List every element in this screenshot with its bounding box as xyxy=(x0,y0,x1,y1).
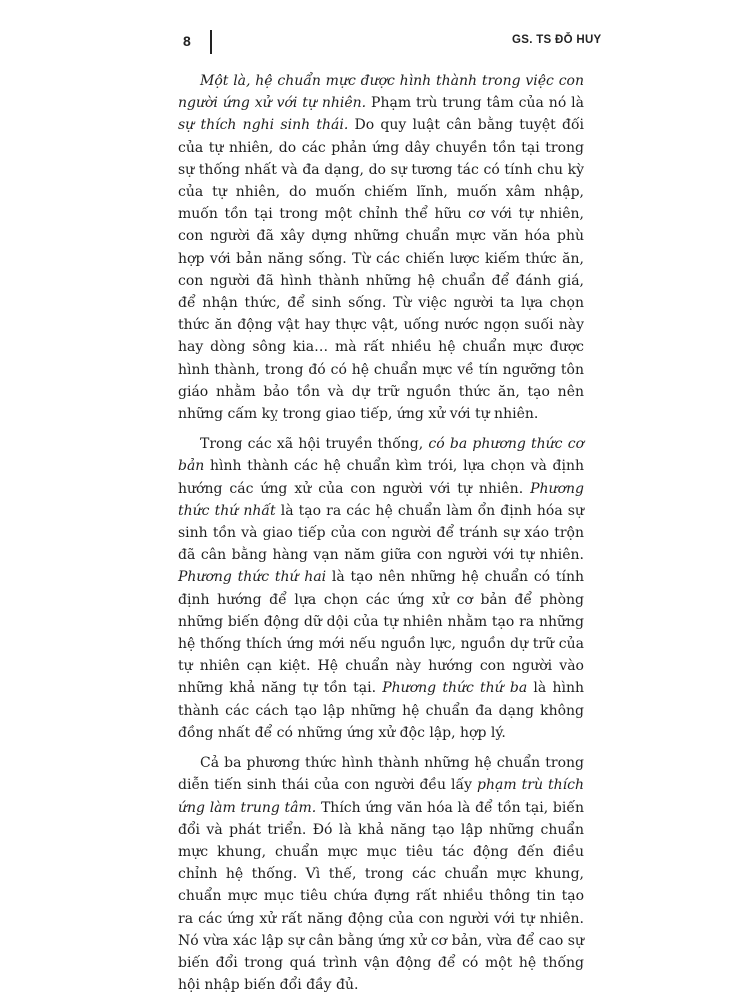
paragraph-1-lead: Một là, hệ chuẩn mực được hình thành trong việc con người ứng xử với tự nhiên. xyxy=(178,73,584,112)
paragraph-2-emphasis: Phương thức thứ nhất xyxy=(178,480,584,519)
paragraph-1-text: Phạm trù trung tâm của nó là xyxy=(366,95,584,112)
paragraph-2-emphasis: Phương thức thứ ba xyxy=(382,680,528,697)
page-header xyxy=(0,30,750,56)
paragraph-2-text: là hình thành các cách tạo lập những hệ chuẩn đa dạng không đồng nhất để có những ứng xử độc lập, hợp lý. xyxy=(178,680,584,741)
paragraph-2-text: hình thành các hệ chuẩn kìm trói, lựa chọn và định hướng các ứng xử của con người với tự nhiên. xyxy=(178,458,584,497)
paragraph-1 xyxy=(178,70,584,425)
paragraph-3-text: Thích ứng văn hóa là để tồn tại, biến đổi và phát triển. Đó là khả năng tạo lập những chuẩn mực khung, chuẩn mực mục tiêu tác động đến điều chỉnh hệ thống. Vì thế, trong các chuẩn mực khung, chuẩn mực mục tiêu chứa đựng rất nhiều thông tin tạo ra các ứng xử rất năng động của con người với tự nhiên. Nó vừa xác lập sự cân bằng ứng xử cơ bản, vừa để cao sự biến đổi trong quá trình vận động để có một hệ thống hội nhập biến đổi đầy đủ. xyxy=(178,799,584,994)
paragraph-2-text: là tạo nên những hệ chuẩn có tính định hướng để lựa chọn các ứng xử cơ bản để phòng những biến động dữ dội của tự nhiên nhằm tạo ra những hệ thống thích ứng mới nếu nguồn lực, nguồn dự trữ của tự nhiên cạn kiệt. Hệ chuẩn này hướng con người vào những khả năng tự tồn tại. xyxy=(178,569,584,697)
paragraph-3 xyxy=(178,752,584,996)
paragraph-3-emphasis: phạm trù thích ứng làm trung tâm. xyxy=(178,777,584,816)
header-divider xyxy=(210,30,212,54)
paragraph-3-text: Cả ba phương thức hình thành những hệ chuẩn trong diễn tiến sinh thái của con người đều lấy xyxy=(178,755,584,794)
paragraph-1-text: Do quy luật cân bằng tuyệt đối của tự nhiên, do các phản ứng dây chuyền tồn tại trong sự thống nhất và đa dạng, do sự tương tác có tính chu kỳ của tự nhiên, do muốn chiếm lĩnh, muốn xâm nhập, muốn tồn tại trong một chỉnh thể hữu cơ với tự nhiên, con người đã xây dựng những chuẩn mực văn hóa phù hợp với bản năng sống. Từ các chiến lược kiếm thức ăn, con người đã hình thành những hệ chuẩn để đánh giá, để nhận thức, để sinh sống. Từ việc người ta lựa chọn thức ăn động vật hay thực vật, uống nước ngọn suối này hay dòng sông kia… mà rất nhiều hệ chuẩn mực được hình thành, trong đó có hệ chuẩn mực về tín ngưỡng tôn giáo nhằm bảo tồn và dự trữ nguồn thức ăn, tạo nên những cấm kỵ trong giao tiếp, ứng xử với tự nhiên. xyxy=(178,117,584,423)
paragraph-2-emphasis: Phương thức thứ hai xyxy=(178,569,327,586)
paragraph-2-text: Trong các xã hội truyền thống, xyxy=(200,436,429,453)
paragraph-2-emphasis: có ba phương thức cơ bản xyxy=(178,436,584,475)
paragraph-1-emphasis: sự thích nghi sinh thái. xyxy=(178,117,349,134)
paragraph-2 xyxy=(178,433,584,744)
body-text xyxy=(178,70,584,996)
page-number: 8 xyxy=(183,33,191,49)
running-head-author: GS. TS ĐỖ HUY xyxy=(512,34,602,46)
paragraph-2-text: là tạo ra các hệ chuẩn làm ổn định hóa sự sinh tồn và giao tiếp của con người để tránh sự xáo trộn đã cân bằng hàng vạn năm giữa con người với tự nhiên. xyxy=(178,502,584,564)
